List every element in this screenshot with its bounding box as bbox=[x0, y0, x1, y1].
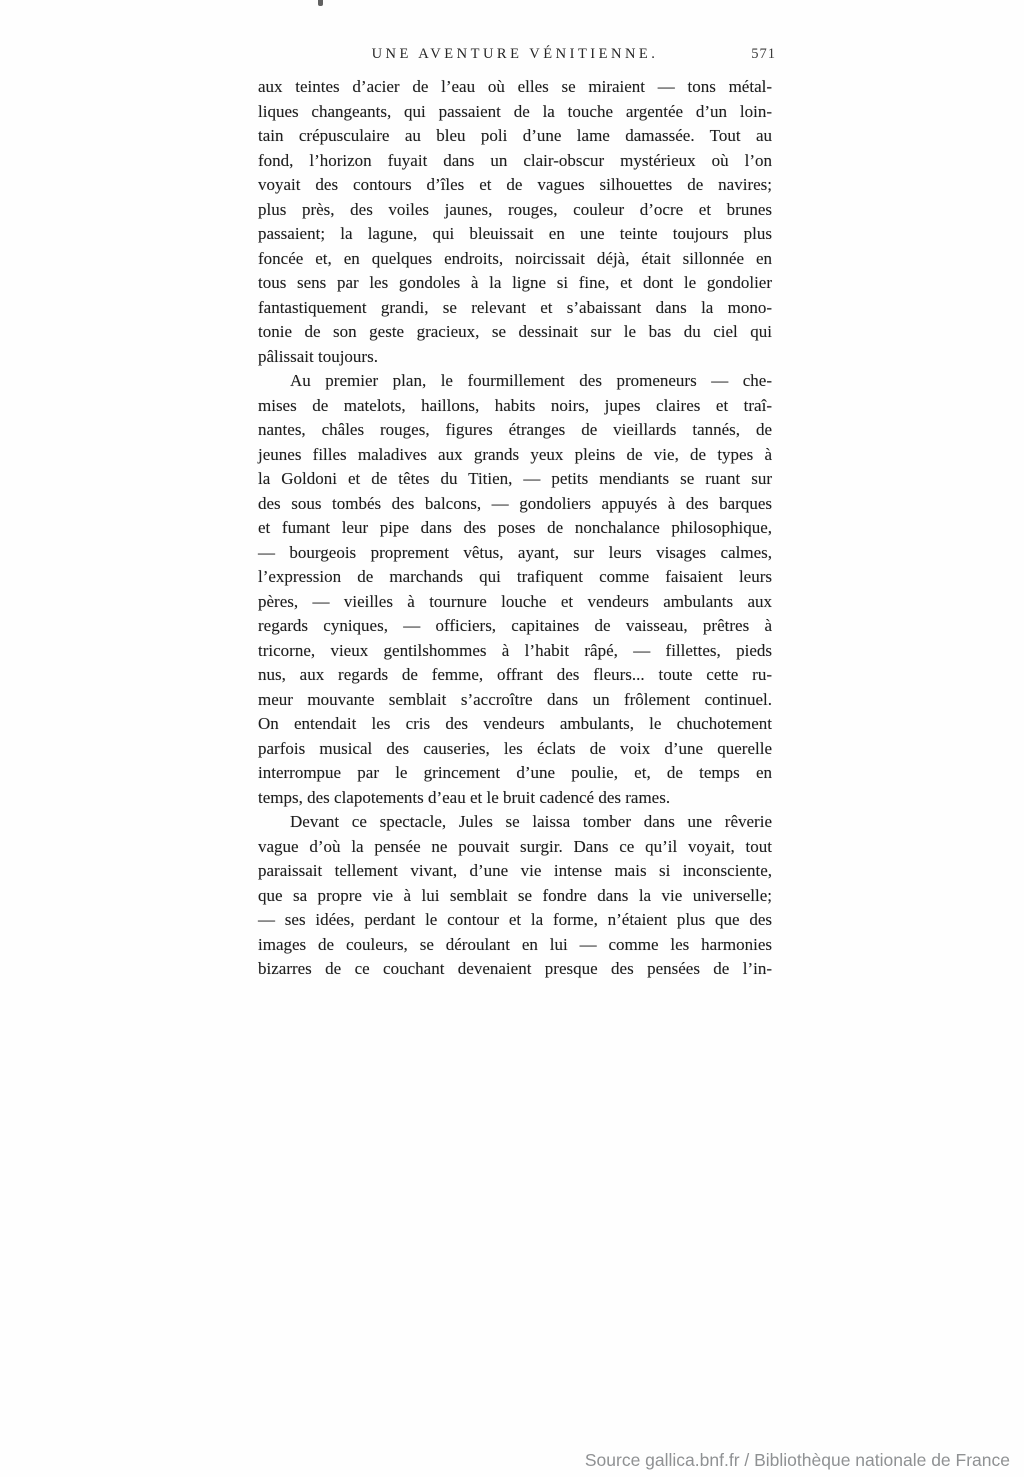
paragraph bbox=[258, 75, 772, 369]
text-line: tonie de son geste gracieux, se dessinait sur le bas du ciel qui bbox=[258, 322, 772, 341]
page-title: UNE AVENTURE VÉNITIENNE. bbox=[371, 46, 659, 62]
text-line: tricorne, vieux gentilshommes à l’habit râpé, — fillettes, pieds bbox=[258, 640, 772, 660]
running-header bbox=[258, 46, 776, 66]
text-line: fond, l’horizon fuyait dans un clair-obscur mystérieux où l’on bbox=[258, 150, 772, 170]
page-number: 571 bbox=[751, 46, 776, 62]
text-line: que sa propre vie à lui semblait se fondre dans la vie universelle; bbox=[258, 885, 772, 905]
text-line: fantastiquement grandi, se relevant et s’abaissant dans la mono- bbox=[258, 297, 772, 317]
text-line: tous sens par les gondoles à la ligne si fine, et dont le gondolier bbox=[258, 273, 772, 292]
text-line: l’expression de marchands qui trafiquent comme faisaient leurs bbox=[258, 567, 772, 586]
text-line: liques changeants, qui passaient de la touche argentée d’un loin- bbox=[258, 101, 772, 121]
paragraph bbox=[258, 369, 772, 810]
text-column bbox=[258, 46, 776, 982]
text-line: On entendait les cris des vendeurs ambulants, le chuchotement bbox=[258, 714, 772, 733]
text-line: regards cyniques, — officiers, capitaines de vaisseau, prêtres à bbox=[258, 616, 772, 635]
text-line: et fumant leur pipe dans des poses de nonchalance philosophique, bbox=[258, 518, 772, 537]
text-line: images de couleurs, se déroulant en lui — comme les harmonies bbox=[258, 934, 772, 954]
text-line: foncée et, en quelques endroits, noircissait déjà, était sillonnée en bbox=[258, 248, 772, 268]
text-line: Devant ce spectacle, Jules se laissa tomber dans une rêverie bbox=[290, 812, 772, 831]
text-line: tain crépusculaire au bleu poli d’une lame damassée. Tout au bbox=[258, 126, 772, 145]
text-line: plus près, des voiles jaunes, rouges, couleur d’ocre et brunes bbox=[258, 199, 772, 219]
body-text bbox=[258, 75, 772, 982]
text-line: bizarres de ce couchant devenaient presque des pensées de l’in- bbox=[258, 959, 772, 978]
gallica-source-attribution: Source gallica.bnf.fr / Bibliothèque nationale de France bbox=[584, 1450, 1010, 1470]
text-line: temps, des clapotements d’eau et le bruit cadencé des rames. bbox=[258, 787, 671, 807]
text-line: la Goldoni et de têtes du Titien, — petits mendiants se ruant sur bbox=[258, 469, 772, 488]
text-line: jeunes filles maladives aux grands yeux pleins de vie, de types à bbox=[258, 444, 772, 464]
text-line: vague d’où la pensée ne pouvait surgir. Dans ce qu’il voyait, tout bbox=[258, 836, 772, 856]
text-line: meur mouvante semblait s’accroître dans un frôlement continuel. bbox=[258, 689, 772, 709]
paragraph bbox=[258, 810, 772, 982]
text-line: — ses idées, perdant le contour et la forme, n’étaient plus que des bbox=[258, 910, 772, 929]
text-line: mises de matelots, haillons, habits noirs, jupes claires et traî- bbox=[258, 395, 772, 415]
text-line: aux teintes d’acier de l’eau où elles se miraient — tons métal- bbox=[258, 77, 772, 96]
text-line: nus, aux regards de femme, offrant des fleurs... toute cette ru- bbox=[258, 665, 772, 684]
text-line: pères, — vieilles à tournure louche et vendeurs ambulants aux bbox=[258, 591, 772, 611]
scan-artifact-speck bbox=[318, 0, 323, 6]
text-line: nantes, châles rouges, figures étranges de vieillards tannés, de bbox=[258, 420, 772, 439]
text-line: paraissait tellement vivant, d’une vie intense mais si inconsciente, bbox=[258, 861, 772, 880]
text-line: — bourgeois proprement vêtus, ayant, sur leurs visages calmes, bbox=[258, 542, 772, 562]
text-line: des sous tombés des balcons, — gondoliers appuyés à des barques bbox=[258, 493, 772, 513]
text-line: voyait des contours d’îles et de vagues silhouettes de navires; bbox=[258, 175, 772, 194]
text-line: parfois musical des causeries, les éclats de voix d’une querelle bbox=[258, 738, 772, 758]
text-line: Au premier plan, le fourmillement des promeneurs — che- bbox=[290, 371, 772, 390]
text-line: interrompue par le grincement d’une poulie, et, de temps en bbox=[258, 763, 772, 782]
text-line: passaient; la lagune, qui bleuissait en une teinte toujours plus bbox=[258, 224, 772, 243]
text-line: pâlissait toujours. bbox=[258, 346, 378, 366]
